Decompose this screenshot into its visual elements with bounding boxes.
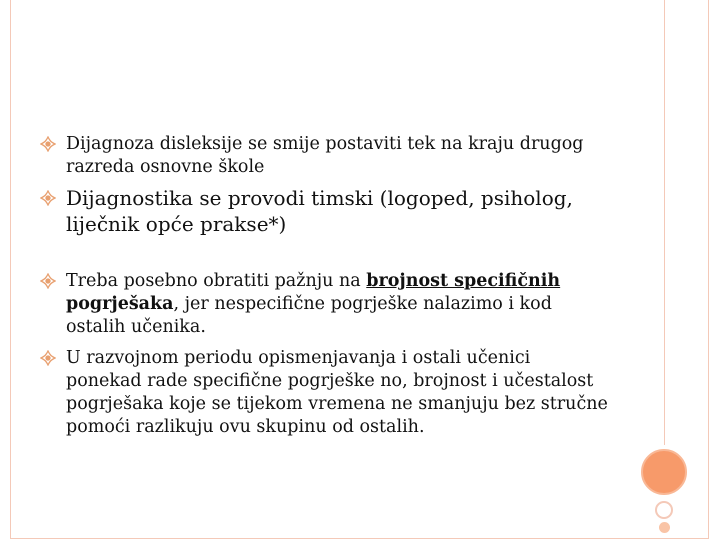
decorative-ring-circle: [655, 501, 673, 519]
decorative-orange-circle: [641, 449, 687, 495]
decorative-vertical-rule: [664, 0, 665, 445]
diamond-ornament-icon: [40, 190, 56, 206]
text-segment: , jer nespecifične pogrješke nalazimo i kod ostalih učenika.: [66, 294, 552, 337]
bullet-text: U razvojnom periodu opismenjavanja i ostali učenici ponekad rade specifične pogrješke no, brojnost i učestalost pogrješaka koje se tijekom vremena ne smanjuju bez stručne pomoći razlikuju ovu skupinu od ostalih.: [66, 348, 608, 437]
bullet-text: [66, 270, 611, 339]
emphasis-underlined: brojnost specifičnih: [366, 271, 561, 291]
diamond-ornament-icon: [40, 136, 56, 152]
bullet-text: Dijagnoza disleksije se smije postaviti tek na kraju drugog razreda osnovne škole: [66, 134, 584, 177]
bullet-text: Dijagnostika se provodi timski (logoped, psiholog, liječnik opće prakse*): [66, 186, 573, 236]
diamond-ornament-icon: [40, 273, 56, 289]
emphasis-bold: pogrješaka: [66, 294, 174, 314]
diamond-ornament-icon: [40, 350, 56, 366]
text-segment: Treba posebno obratiti pažnju na: [66, 271, 367, 291]
decorative-small-circle: [659, 522, 670, 533]
